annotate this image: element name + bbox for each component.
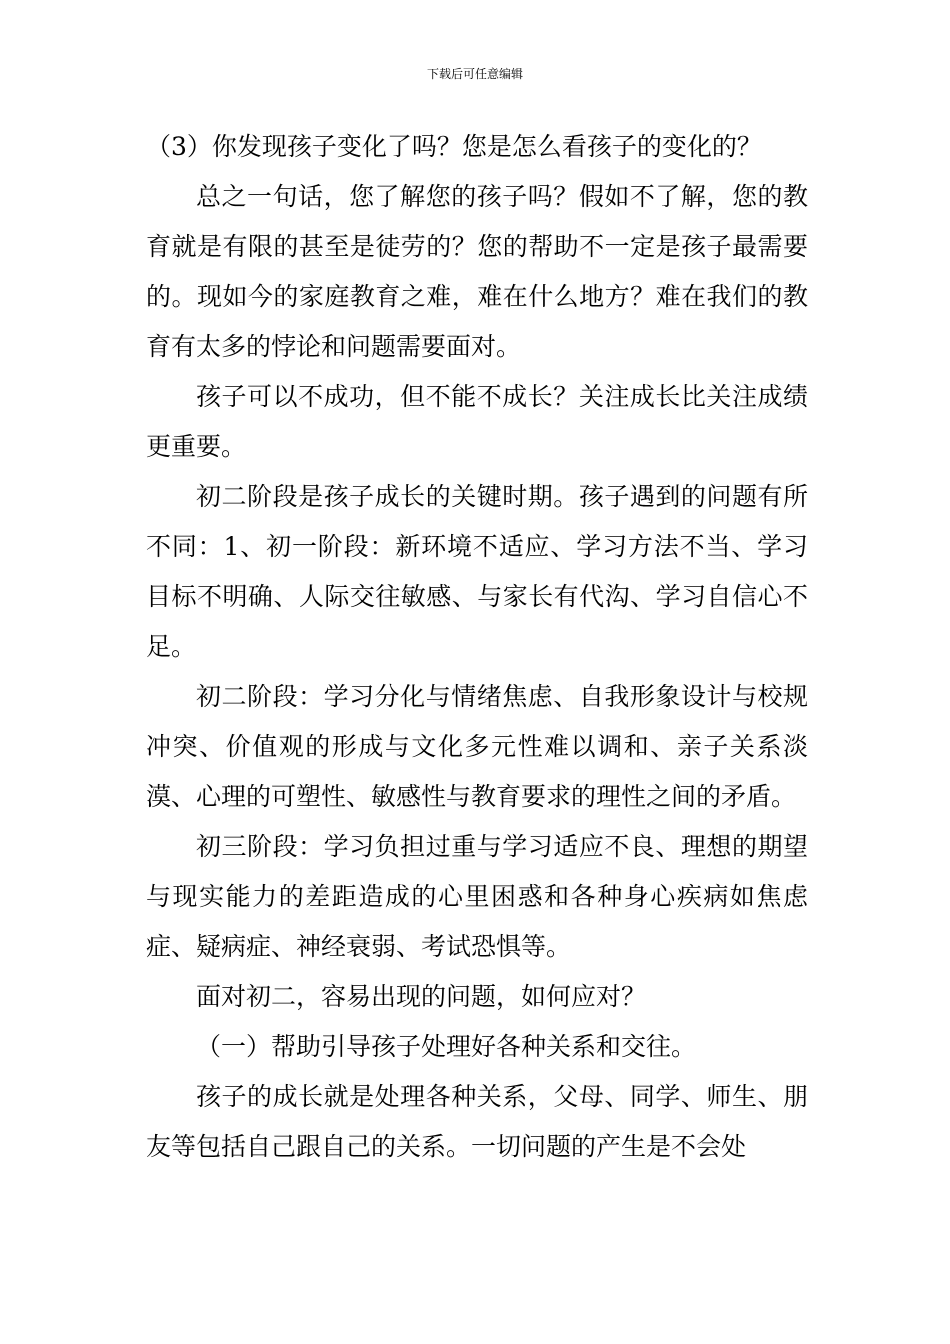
paragraph-grade-8-stage: 初二阶段：学习分化与情绪焦虑、自我形象设计与校规冲突、价值观的形成与文化多元性难以调和、亲子关系淡漠、心理的可塑性、敏感性与教育要求的理性之间的矛盾。 (146, 682, 808, 811)
section-heading-relationships: （一）帮助引导孩子处理好各种关系和交往。 (196, 1032, 697, 1061)
paragraph-question-3: （3）你发现孩子变化了吗？您是怎么看孩子的变化的？ (146, 132, 762, 161)
paragraph-understand-child: 总之一句话，您了解您的孩子吗？假如不了解，您的教育就是有限的甚至是徒劳的？您的帮助不一定是孩子最需要的。现如今的家庭教育之难，难在什么地方？难在我们的教育有太多的悖论和问题需要面对。 (146, 182, 808, 361)
document-body (146, 122, 808, 1172)
paragraph-growth-over-success: 孩子可以不成功，但不能不成长？关注成长比关注成绩更重要。 (146, 382, 808, 461)
paragraph-grade-8-key-period: 初二阶段是孩子成长的关键时期。孩子遇到的问题有所不同：1、初一阶段：新环境不适应、学习方法不当、学习目标不明确、人际交往敏感、与家长有代沟、学习自信心不足。 (146, 482, 808, 661)
paragraph-relationships: 孩子的成长就是处理各种关系，父母、同学、师生、朋友等包括自己跟自己的关系。一切问题的产生是不会处 (146, 1082, 808, 1161)
paragraph-how-to-respond: 面对初二，容易出现的问题，如何应对？ (196, 982, 647, 1011)
paragraph-grade-9-stage: 初三阶段：学习负担过重与学习适应不良、理想的期望与现实能力的差距造成的心里困惑和各种身心疾病如焦虑症、疑病症、神经衰弱、考试恐惧等。 (146, 832, 808, 961)
page-header-note: 下载后可任意编辑 (426, 67, 523, 81)
